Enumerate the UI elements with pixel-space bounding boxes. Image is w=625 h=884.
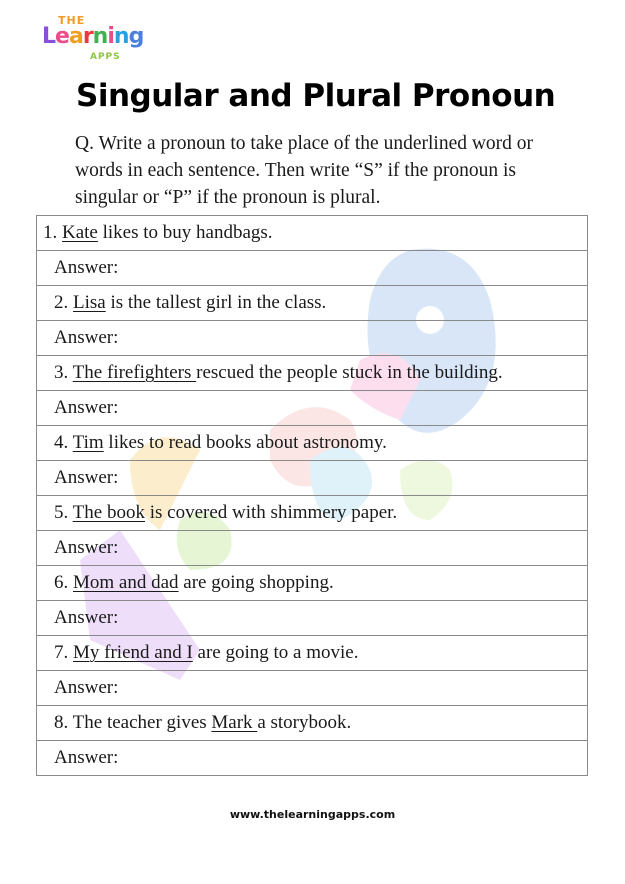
logo-letter: n: [92, 24, 108, 49]
question-row: [37, 566, 588, 601]
answer-cell[interactable]: [37, 601, 588, 636]
answer-label: Answer:: [54, 677, 119, 698]
answer-row[interactable]: [37, 321, 588, 356]
question-number: 6.: [54, 572, 69, 593]
question-cell: [37, 216, 588, 251]
question-text-after: is covered with shimmery paper.: [144, 502, 398, 523]
answer-cell[interactable]: [37, 251, 588, 286]
question-text-after: is the tallest girl in the class.: [105, 292, 327, 313]
question-text-after: are going to a movie.: [192, 642, 359, 663]
question-cell: [37, 636, 588, 671]
answer-row[interactable]: [37, 391, 588, 426]
question-text-after: a storybook.: [257, 712, 352, 733]
answer-cell[interactable]: [37, 461, 588, 496]
answer-label: Answer:: [54, 257, 119, 278]
answer-row[interactable]: [37, 671, 588, 706]
answer-label: Answer:: [54, 327, 119, 348]
question-row: [37, 426, 588, 461]
answer-row[interactable]: [37, 741, 588, 776]
question-row: [37, 356, 588, 391]
question-text-after: likes to buy handbags.: [97, 222, 273, 243]
question-cell: [37, 496, 588, 531]
logo-letter: e: [55, 24, 69, 49]
logo-learning: [42, 24, 143, 49]
answer-label: Answer:: [54, 397, 119, 418]
answer-cell[interactable]: [37, 741, 588, 776]
question-text-after: are going shopping.: [178, 572, 334, 593]
answer-row[interactable]: [37, 461, 588, 496]
questions-table: [36, 215, 588, 776]
answer-row[interactable]: [37, 601, 588, 636]
logo-letter: a: [68, 24, 83, 49]
question-text-before: The teacher gives: [72, 712, 212, 733]
question-row: [37, 496, 588, 531]
instructions: Q. Write a pronoun to take place of the underlined word or words in each sentence. Then write “S” if the pronoun is singular or “P” if the pronoun is plural.: [75, 133, 534, 208]
answer-cell[interactable]: [37, 321, 588, 356]
question-cell: [37, 426, 588, 461]
answer-cell[interactable]: [37, 391, 588, 426]
underlined-word: Mom and dad: [73, 572, 179, 593]
underlined-word: Mark: [211, 712, 258, 733]
question-text-after: rescued the people stuck in the building.: [196, 362, 503, 383]
underlined-word: The book: [72, 502, 145, 523]
answer-label: Answer:: [54, 747, 119, 768]
question-cell: [37, 706, 588, 741]
logo-letter: L: [42, 24, 56, 49]
brand-logo: [38, 14, 150, 66]
question-row: [37, 216, 588, 251]
underlined-word: My friend and I: [73, 642, 193, 663]
question-number: 1.: [43, 222, 58, 243]
answer-label: Answer:: [54, 607, 119, 628]
logo-apps: APPS: [90, 52, 121, 62]
answer-label: Answer:: [54, 467, 119, 488]
logo-the: THE: [58, 14, 86, 27]
question-row: [37, 636, 588, 671]
question-cell: [37, 356, 588, 391]
underlined-word: Tim: [72, 432, 104, 453]
question-row: [37, 286, 588, 321]
underlined-word: The firefighters: [72, 362, 197, 383]
page-title: Singular and Plural Pronoun: [76, 78, 556, 114]
question-number: 7.: [54, 642, 69, 663]
question-text-after: likes to read books about astronomy.: [103, 432, 387, 453]
logo-letter: n: [113, 24, 129, 49]
question-number: 2.: [54, 292, 69, 313]
logo-letter: i: [107, 24, 114, 49]
question-cell: [37, 566, 588, 601]
question-number: 8.: [54, 712, 69, 733]
question-number: 3.: [54, 362, 69, 383]
underlined-word: Lisa: [73, 292, 106, 313]
footer-url[interactable]: www.thelearningapps.com: [229, 808, 396, 821]
logo-letter: r: [82, 24, 93, 49]
underlined-word: Kate: [62, 222, 98, 243]
question-row: [37, 706, 588, 741]
answer-cell[interactable]: [37, 671, 588, 706]
answer-row[interactable]: [37, 531, 588, 566]
question-number: 5.: [54, 502, 69, 523]
question-number: 4.: [54, 432, 69, 453]
answer-row[interactable]: [37, 251, 588, 286]
answer-label: Answer:: [54, 537, 119, 558]
question-cell: [37, 286, 588, 321]
answer-cell[interactable]: [37, 531, 588, 566]
logo-letter: g: [128, 24, 144, 49]
